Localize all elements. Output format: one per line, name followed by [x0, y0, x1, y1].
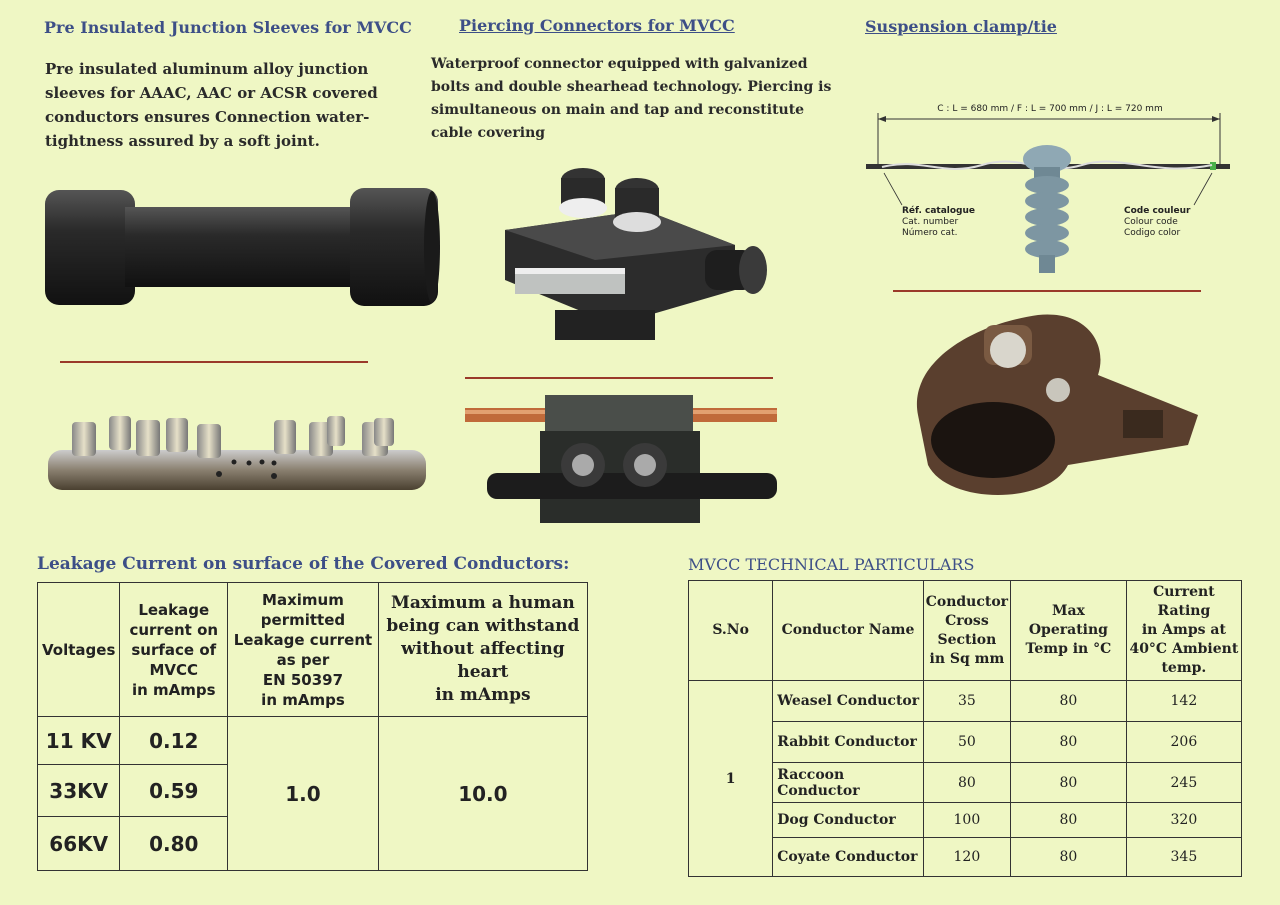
piercing-connector-front-image: [465, 393, 777, 525]
header-line: Leakage: [138, 600, 210, 619]
header-line: in Sq mm: [929, 650, 1005, 667]
header-max-temp: [1011, 581, 1127, 681]
divider: [60, 361, 368, 363]
header-leakage: [120, 583, 228, 717]
piercing-desc-line: simultaneous on main and tap and reconstitute: [431, 102, 805, 118]
voltage-cell: 66KV: [38, 817, 120, 871]
header-line: Conductor: [925, 593, 1009, 610]
header-line: EN 50397: [262, 670, 344, 689]
conductor-name-cell: Coyate Conductor: [773, 838, 923, 877]
code-label-line: Code couleur: [1124, 206, 1191, 216]
divider: [893, 290, 1201, 292]
header-line: being can withstand: [386, 616, 580, 636]
suspension-title: Suspension clamp/tie: [865, 17, 1057, 36]
header-line: Maximum: [262, 590, 344, 609]
temp-cell: 80: [1011, 763, 1127, 803]
sleeves-desc-line: tightness assured by a soft joint.: [45, 132, 320, 150]
rating-cell: 245: [1126, 763, 1241, 803]
piercing-connector-image: [495, 150, 773, 350]
header-line: Cross: [945, 612, 989, 629]
header-line: MVCC: [149, 660, 199, 679]
header-line: in Amps at: [1141, 622, 1226, 638]
technical-table: [688, 580, 1242, 877]
header-line: Section: [937, 631, 997, 648]
header-current-rating: [1126, 581, 1241, 681]
leakage-cell: 0.80: [120, 817, 228, 871]
conductor-name-cell: Rabbit Conductor: [773, 722, 923, 763]
leakage-table: [37, 582, 588, 871]
header-line: current on: [129, 620, 219, 639]
max-permitted-cell: 1.0: [228, 717, 379, 871]
code-label-line: Codigo color: [1124, 228, 1181, 238]
header-line: temp.: [1161, 660, 1207, 676]
conductor-name-cell: Weasel Conductor: [773, 681, 923, 722]
temp-cell: 80: [1011, 681, 1127, 722]
sleeves-title: Pre Insulated Junction Sleeves for MVCC: [44, 18, 412, 37]
header-max-permitted: [228, 583, 379, 717]
rating-cell: 206: [1126, 722, 1241, 763]
sno-cell: 1: [689, 681, 773, 877]
rating-cell: 345: [1126, 838, 1241, 877]
header-line: Leakage current: [233, 630, 373, 649]
suspension-diagram: [862, 95, 1234, 285]
section-cell: 80: [923, 763, 1010, 803]
leakage-title: Leakage Current on surface of the Covered Conductors:: [37, 554, 570, 574]
divider: [465, 377, 773, 379]
code-label-line: Colour code: [1124, 217, 1178, 227]
header-max-human: [378, 583, 587, 717]
conductor-name-cell: Raccoon Conductor: [773, 763, 923, 803]
ref-label-line: Cat. number: [902, 217, 959, 227]
leakage-header-row: [38, 583, 588, 717]
colour-code-label: [1124, 206, 1190, 239]
header-line: heart: [457, 662, 509, 682]
header-line: in mAmps: [131, 680, 216, 699]
section-cell: 120: [923, 838, 1010, 877]
sleeves-desc-line: conductors ensures Connection water-: [45, 108, 370, 126]
sleeves-description: [45, 57, 378, 153]
section-cell: 50: [923, 722, 1010, 763]
sleeves-desc-line: Pre insulated aluminum alloy junction: [45, 60, 369, 78]
header-line: without affecting: [401, 639, 565, 659]
sleeves-desc-line: sleeves for AAAC, AAC or ACSR covered: [45, 84, 378, 102]
piercing-description: [431, 53, 831, 145]
rating-cell: 142: [1126, 681, 1241, 722]
header-line: in mAmps: [435, 685, 531, 705]
section-cell: 35: [923, 681, 1010, 722]
leakage-cell: 0.12: [120, 717, 228, 765]
junction-sleeve-image: [40, 185, 442, 310]
temp-cell: 80: [1011, 838, 1127, 877]
max-human-cell: 10.0: [378, 717, 587, 871]
leakage-cell: 0.59: [120, 765, 228, 817]
piercing-desc-line: bolts and double shearhead technology. Piercing is: [431, 79, 832, 95]
table-row: [38, 717, 588, 765]
temp-cell: 80: [1011, 803, 1127, 838]
temp-cell: 80: [1011, 722, 1127, 763]
ref-label-line: Número cat.: [902, 228, 958, 238]
piercing-title: Piercing Connectors for MVCC: [459, 16, 735, 35]
header-voltages: Voltages: [38, 583, 120, 717]
header-line: Temp in °C: [1025, 641, 1112, 657]
ref-catalogue-label: [902, 206, 975, 239]
header-cross-section: [923, 581, 1010, 681]
voltage-cell: 33KV: [38, 765, 120, 817]
voltage-cell: 11 KV: [38, 717, 120, 765]
rating-cell: 320: [1126, 803, 1241, 838]
header-line: permitted: [260, 610, 346, 629]
header-sno: S.No: [689, 581, 773, 681]
header-line: 40°C Ambient: [1129, 641, 1239, 657]
header-line: Current Rating: [1153, 584, 1215, 619]
header-line: as per: [276, 650, 330, 669]
header-line: Max Operating: [1028, 603, 1108, 638]
piercing-desc-line: Waterproof connector equipped with galvanized: [431, 56, 808, 72]
technical-title: MVCC TECHNICAL PARTICULARS: [688, 555, 975, 574]
piercing-desc-line: cable covering: [431, 125, 546, 141]
header-line: in mAmps: [261, 690, 345, 709]
ref-label-line: Réf. catalogue: [902, 206, 976, 216]
header-line: Maximum a human: [391, 593, 575, 613]
section-cell: 100: [923, 803, 1010, 838]
suspension-clamp-image: [888, 305, 1206, 515]
conductor-name-cell: Dog Conductor: [773, 803, 923, 838]
header-line: surface of: [131, 640, 217, 659]
table-row: [689, 681, 1242, 722]
connector-bar-image: [44, 410, 429, 498]
dimension-label: C : L = 680 mm / F : L = 700 mm / J : L = 720 mm: [937, 104, 1163, 114]
header-conductor-name: Conductor Name: [773, 581, 923, 681]
technical-header-row: [689, 581, 1242, 681]
